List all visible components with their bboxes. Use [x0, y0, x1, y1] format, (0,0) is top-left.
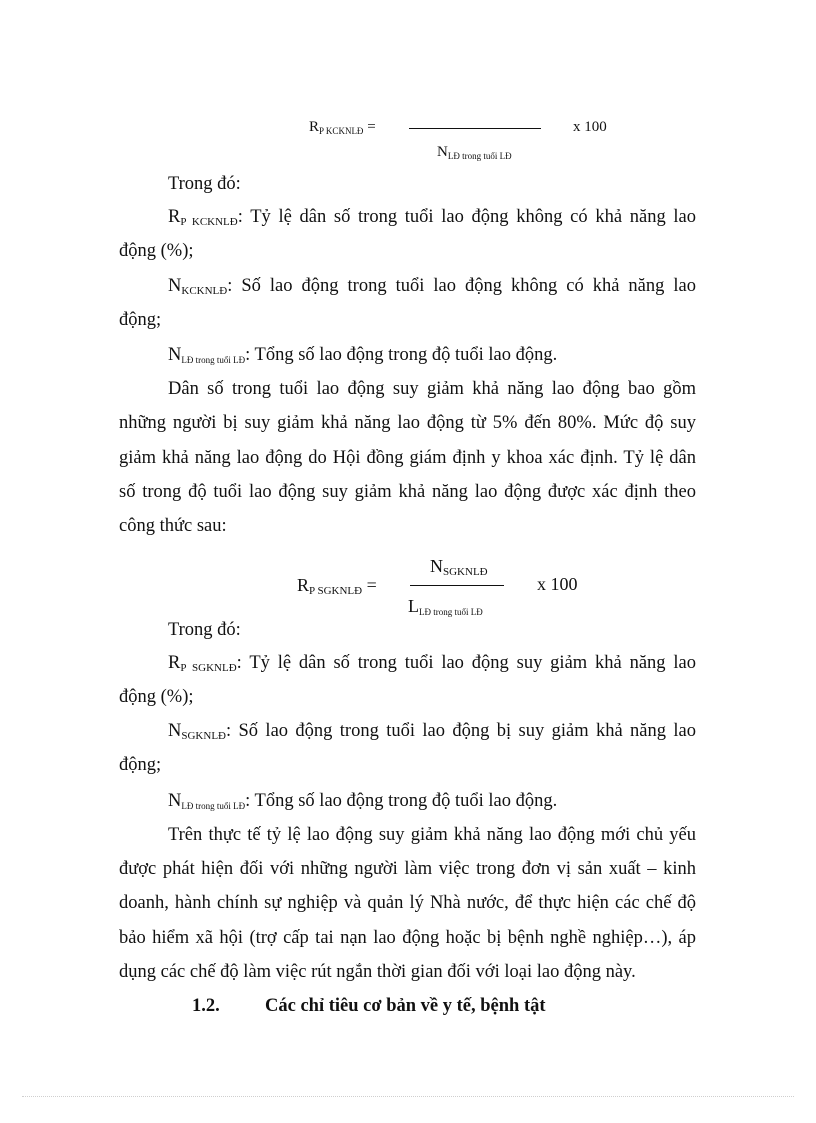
definition-rp-kcknld-cont: động (%); — [119, 241, 194, 261]
paragraph-suy-giam-l2: những người bị suy giảm khả năng lao động từ 5% đến 80%. Mức độ suy — [119, 413, 696, 433]
paragraph-suy-giam-l4: số trong độ tuổi lao động suy giảm khả năng lao động được xác định theo — [119, 482, 696, 502]
paragraph-thuc-te-l2: được phát hiện đối với những người làm việc trong đơn vị sản xuất – kinh — [119, 859, 696, 879]
definition-rp-sgknld: $R_{P SGKNLĐ}$: Tỷ lệ dân số trong tuổi lao động suy giảm khả năng lao — [168, 653, 697, 674]
paragraph-thuc-te-l4: bảo hiểm xã hội (trợ cấp tai nạn lao động hoặc bị bệnh nghề nghiệp…), áp — [119, 928, 696, 948]
definition-n-kcknld: $N_{KCKNLĐ}$: Số lao động trong tuổi lao động không có khả năng lao — [168, 276, 696, 297]
definition-n-ld-2: NLĐ trong tuổi LĐ: Tổng số lao động trong độ tuổi lao động. — [168, 791, 558, 811]
formula-1-multiplier: x 100 — [573, 119, 607, 135]
definition-n-sgknld: $N_{SGKNLĐ}$: Số lao động trong tuổi lao động bị suy giảm khả năng lao — [168, 721, 696, 742]
formula-2-fraction-bar — [410, 585, 504, 586]
formula-1-lhs: $R_{P KCKNLĐ}$ = — [309, 119, 376, 136]
section-heading: Các chỉ tiêu cơ bản về y tế, bệnh tật — [265, 996, 546, 1016]
definition-n-kcknld-cont: động; — [119, 310, 162, 330]
paragraph-suy-giam-l3: giảm khả năng lao động do Hội đồng giám định y khoa xác định. Tỷ lệ dân — [119, 448, 696, 468]
definition-n-ld-1: NLĐ trong tuổi LĐ: Tổng số lao động trong độ tuổi lao động. — [168, 345, 558, 365]
paragraph-suy-giam-l5: công thức sau: — [119, 516, 227, 536]
trong-do-label-2: Trong đó: — [168, 620, 241, 640]
section-number: 1.2. — [192, 996, 220, 1016]
definition-rp-sgknld-cont: động (%); — [119, 687, 194, 707]
formula-2-denominator: LLĐ trong tuổi LĐ — [408, 596, 483, 617]
trong-do-label-1: Trong đó: — [168, 174, 241, 194]
formula-1-denominator: $N_{LĐ trong tuổi LĐ}$ — [437, 144, 512, 161]
paragraph-suy-giam-l1: Dân số trong tuổi lao động suy giảm khả năng lao động bao gồm — [168, 379, 696, 399]
formula-2-multiplier: x 100 — [537, 574, 578, 594]
formula-2-lhs: $R_{P SGKNLĐ}$ = — [297, 575, 377, 597]
definition-rp-kcknld: $R_{P KCKNLĐ}$: Tỷ lệ dân số trong tuổi lao động không có khả năng lao — [168, 207, 696, 228]
paragraph-thuc-te-l5: dụng các chế độ làm việc rút ngắn thời gian đối với loại lao động này. — [119, 962, 636, 982]
definition-n-sgknld-cont: động; — [119, 755, 162, 775]
paragraph-thuc-te-l3: doanh, hành chính sự nghiệp và quản lý Nhà nước, để thực hiện các chế độ — [119, 893, 696, 913]
formula-1-fraction-bar — [409, 128, 541, 129]
paragraph-thuc-te-l1: Trên thực tế tỷ lệ lao động suy giảm khả năng lao động mới chủ yếu — [168, 825, 696, 845]
page-bottom-divider — [22, 1096, 794, 1097]
formula-2-numerator: $N_{SGKNLĐ}$ — [430, 556, 488, 578]
